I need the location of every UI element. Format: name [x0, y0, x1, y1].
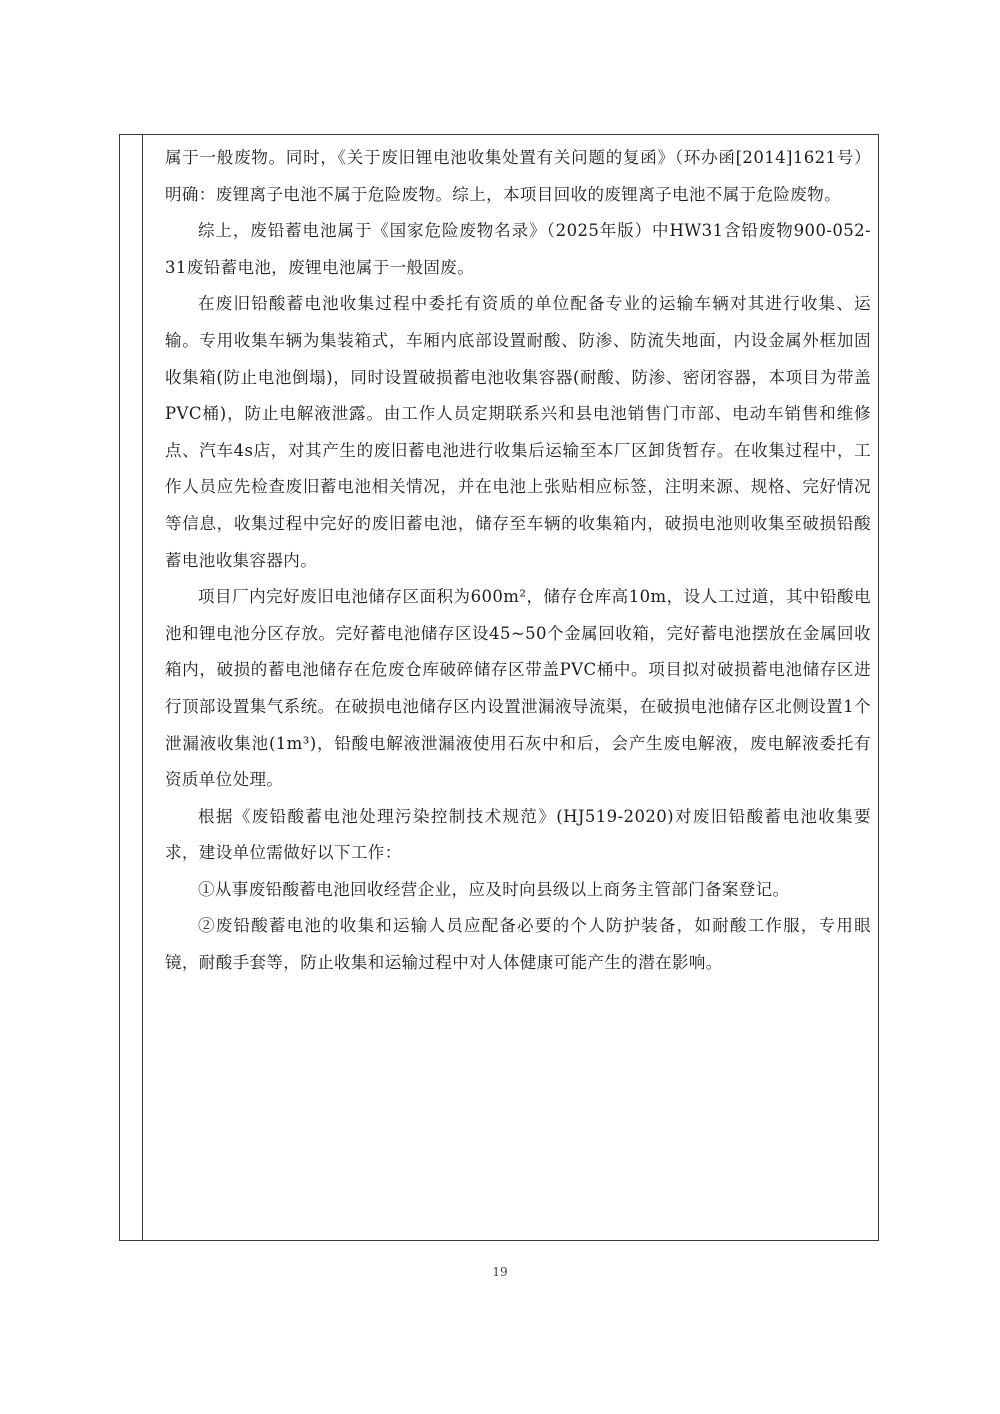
paragraph-standard-requirements: 根据《废铅酸蓄电池处理污染控制技术规范》(HJ519-2020)对废旧铅酸蓄电池收集要求，建设单位需做好以下工作：	[165, 806, 871, 863]
paragraph-collection-transport: 在废旧铅酸蓄电池收集过程中委托有资质的单位配备专业的运输车辆对其进行收集、运输。专用收集车辆为集装箱式，车厢内底部设置耐酸、防渗、防流失地面，内设金属外框加固收集箱(防止电池倒塌)，同时设置破损蓄电池收集容器(耐酸、防渗、密闭容器，本项目为带盖PVC桶)，防止电解液泄露。由工作人员定期联系兴和县电池销售门市部、电动车销售和维修点、汽车4s店，对其产生的废旧蓄电池进行收集后运输至本厂区卸货暂存。在收集过程中，工作人员应先检查废旧蓄电池相关情况，并在电池上张贴相应标签，注明来源、规格、完好情况等信息，收集过程中完好的废旧蓄电池，储存至车辆的收集箱内，破损电池则收集至破损铅酸蓄电池收集容器内。	[165, 294, 871, 570]
paragraph-continuation: 属于一般废物。同时，《关于废旧锂电池收集处置有关问题的复函》（环办函[2014]1621号）明确：废锂离子电池不属于危险废物。综上，本项目回收的废锂离子电池不属于危险废物。	[165, 148, 871, 204]
table-left-column-divider	[142, 135, 143, 1240]
paragraph-classification-summary: 综上，废铅蓄电池属于《国家危险废物名录》（2025年版）中HW31含铅废物900-052-31废铅蓄电池，废锂电池属于一般固废。	[165, 221, 871, 277]
list-item-requirement-2: ②废铅酸蓄电池的收集和运输人员应配备必要的个人防护装备，如耐酸工作服，专用眼镜，耐酸手套等，防止收集和运输过程中对人体健康可能产生的潜在影响。	[165, 916, 871, 973]
table-content-cell	[165, 140, 871, 982]
list-item-requirement-1: ①从事废铅酸蓄电池回收经营企业，应及时向县级以上商务主管部门备案登记。	[198, 879, 790, 899]
paragraph-storage-area: 项目厂内完好废旧电池储存区面积为600m²，储存仓库高10m，设人工过道，其中铅酸电池和锂电池分区存放。完好蓄电池储存区设45~50个金属回收箱，完好蓄电池摆放在金属回收箱内，破损的蓄电池储存在危废仓库破碎储存区带盖PVC桶中。项目拟对破损蓄电池储存区进行顶部设置集气系统。在破损电池储存区内设置泄漏液导流渠，在破损电池储存区北侧设置1个泄漏液收集池(1m³)，铅酸电解液泄漏液使用石灰中和后，会产生废电解液，废电解液委托有资质单位处理。	[165, 587, 871, 790]
page-number: 19	[492, 1265, 508, 1279]
